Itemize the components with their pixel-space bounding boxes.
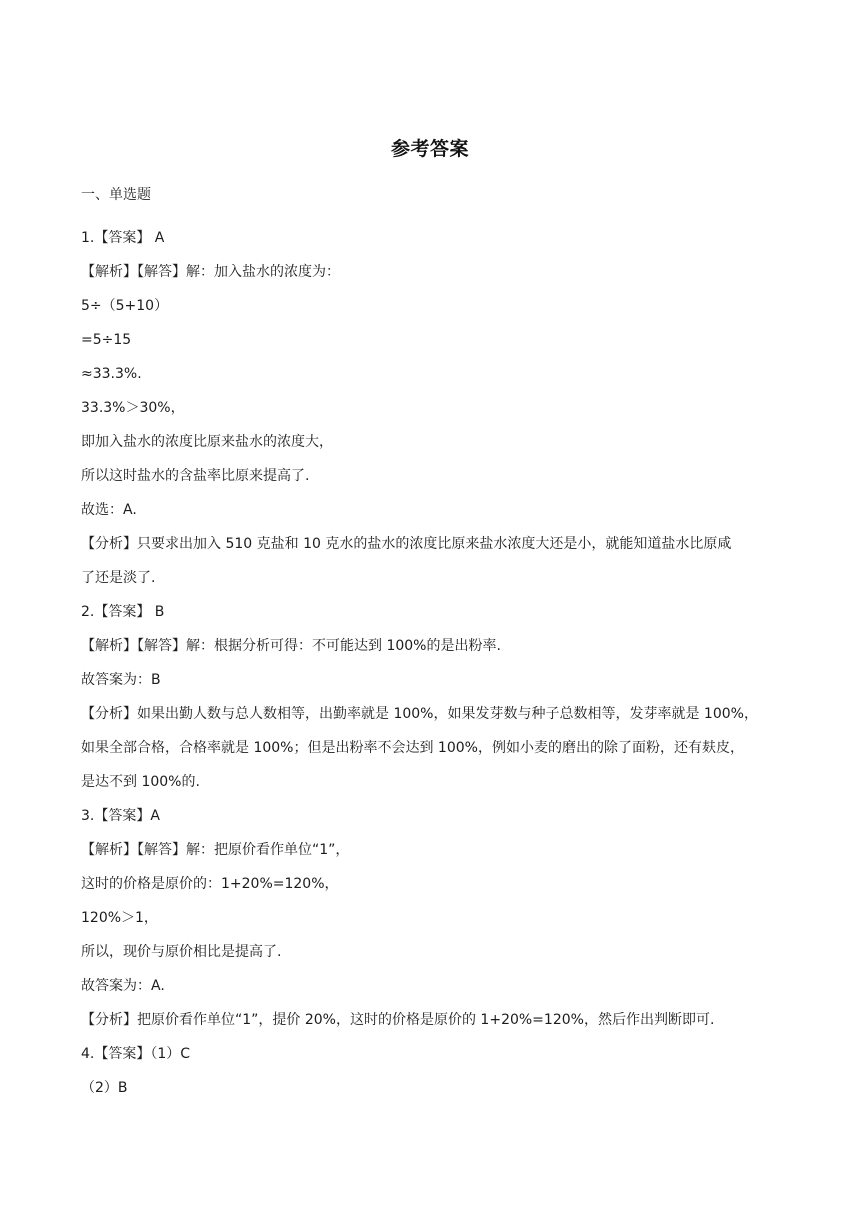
conclusion-line: 故答案为：B [81, 672, 161, 688]
calc-line: =5÷15 [81, 332, 132, 348]
calc-line: 5÷（5+10） [81, 298, 169, 314]
analysis-line: 是达不到 100%的. [81, 774, 200, 790]
analysis-line: 【分析】把原价看作单位“1”，提价 20%，这时的价格是原价的 1+20%=120%，然后作出判断即可. [81, 1012, 715, 1028]
calc-line: 这时的价格是原价的：1+20%=120%， [81, 876, 339, 892]
explanation-line: 所以，现价与原价相比是提高了. [81, 944, 282, 960]
analysis-line: 【分析】如果出勤人数与总人数相等，出勤率就是 100%，如果发芽数与种子总数相等，发芽率就是 100%， [81, 706, 758, 722]
answer-line: 3.【答案】A [81, 808, 160, 824]
analysis-line: 如果全部合格，合格率就是 100%；但是出粉率不会达到 100%，例如小麦的磨出的除了面粉，还有麸皮， [81, 740, 744, 756]
answer-line: 1.【答案】 A [81, 230, 165, 246]
section-heading: 一、单选题 [81, 187, 151, 203]
conclusion-line: 故答案为：A. [81, 978, 165, 994]
explanation-line: 【解析】【解答】解：加入盐水的浓度为： [81, 264, 340, 280]
analysis-line: 了还是淡了. [81, 570, 156, 586]
calc-line: 33.3%＞30%， [81, 400, 185, 416]
calc-line: 120%＞1， [81, 910, 158, 926]
explanation-line: 【解析】【解答】解：把原价看作单位“1”， [81, 842, 350, 858]
analysis-line: 【分析】只要求出加入 510 克盐和 10 克水的盐水的浓度比原来盐水浓度大还是小，就能知道盐水比原咸 [81, 536, 732, 552]
answer-line: （2）B [81, 1080, 128, 1096]
answer-line: 2.【答案】 B [81, 604, 165, 620]
calc-line: ≈33.3%. [81, 366, 142, 382]
explanation-line: 所以这时盐水的含盐率比原来提高了. [81, 468, 310, 484]
explanation-line: 【解析】【解答】解：根据分析可得：不可能达到 100%的是出粉率. [81, 638, 501, 654]
answer-line: 4.【答案】（1）C [81, 1046, 191, 1062]
page-title: 参考答案 [390, 138, 469, 160]
explanation-line: 即加入盐水的浓度比原来盐水的浓度大， [81, 434, 333, 450]
conclusion-line: 故选：A. [81, 502, 137, 518]
